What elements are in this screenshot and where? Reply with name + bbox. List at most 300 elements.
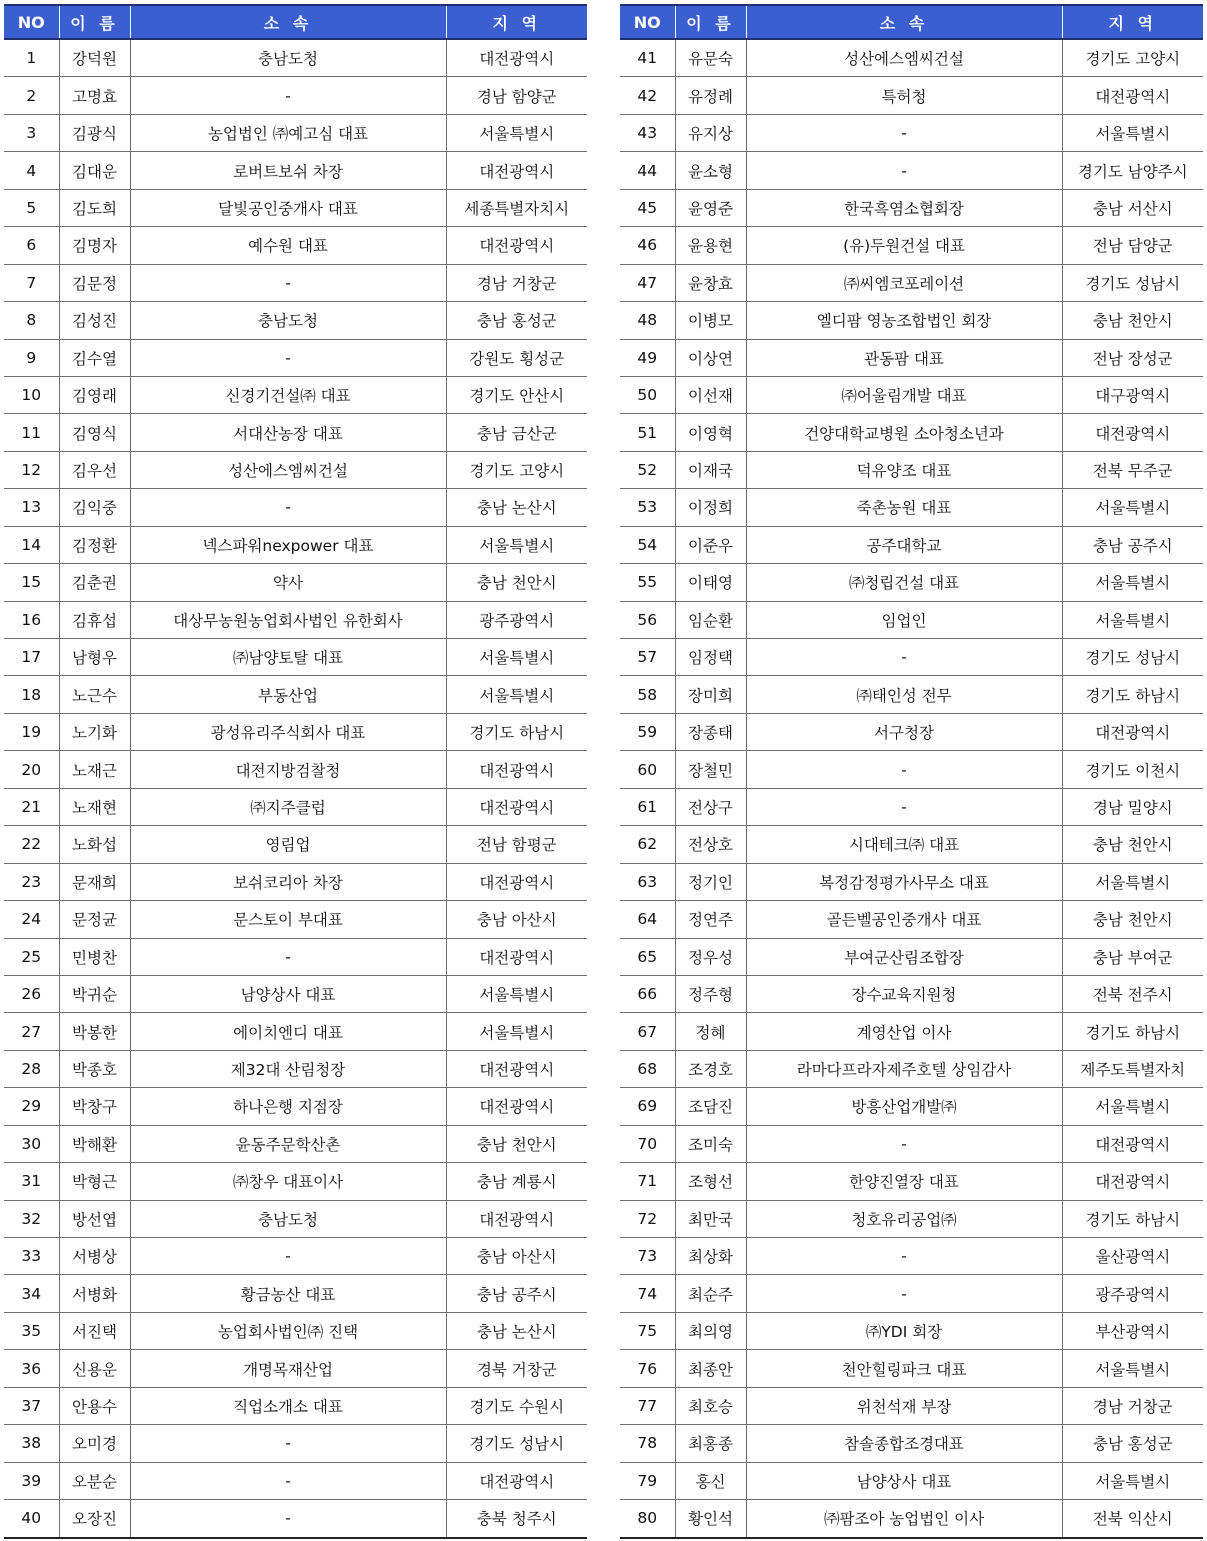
table-row [620,114,1203,151]
member-no: 47 [620,264,675,301]
member-no: 48 [620,302,675,339]
member-no: 26 [4,975,59,1012]
member-no: 27 [4,1013,59,1050]
table-row [4,1500,587,1538]
member-name: 조미숙 [675,1125,746,1162]
table-row [4,1125,587,1162]
member-name: 윤창효 [675,264,746,301]
member-name: 조형선 [675,1163,746,1200]
member-affiliation: 로버트보쉬 차장 [130,152,446,189]
member-name: 홍신 [675,1462,746,1499]
member-affiliation: - [746,114,1062,151]
member-name: 서병화 [59,1275,130,1312]
header-affiliation: 소 속 [746,5,1062,39]
member-name: 노재현 [59,788,130,825]
table-row [4,639,587,676]
member-name: 오장진 [59,1500,130,1538]
member-name: 유정례 [675,77,746,114]
member-no: 62 [620,826,675,863]
member-region: 강원도 횡성군 [446,339,587,376]
member-no: 57 [620,639,675,676]
member-name: 윤소형 [675,152,746,189]
member-name: 안용수 [59,1387,130,1424]
member-affiliation: 성산에스엠씨건설 [130,451,446,488]
header-region: 지 역 [446,5,587,39]
member-region: 경기도 남양주시 [1062,152,1203,189]
table-row [620,1050,1203,1087]
member-name: 이선재 [675,376,746,413]
member-affiliation: - [746,1125,1062,1162]
member-affiliation: ㈜팜조아 농업법인 이사 [746,1500,1062,1538]
table-row [620,975,1203,1012]
table-row [620,302,1203,339]
member-no: 56 [620,601,675,638]
member-name: 최상화 [675,1238,746,1275]
member-region: 서울특별시 [446,1013,587,1050]
member-no: 80 [620,1500,675,1538]
member-no: 70 [620,1125,675,1162]
member-affiliation: 한국흑염소협회장 [746,189,1062,226]
member-affiliation: ㈜청립건설 대표 [746,564,1062,601]
table-row [4,39,587,77]
member-region: 경기도 성남시 [1062,639,1203,676]
member-name: 민병찬 [59,938,130,975]
member-no: 12 [4,451,59,488]
member-no: 77 [620,1387,675,1424]
member-name: 남형우 [59,639,130,676]
member-affiliation: 영림업 [130,826,446,863]
member-no: 59 [620,713,675,750]
table-row [4,152,587,189]
member-rows-left [4,39,587,1538]
table-row [4,451,587,488]
member-no: 13 [4,489,59,526]
member-affiliation: - [746,751,1062,788]
table-row [4,526,587,563]
member-region: 경남 거창군 [1062,1387,1203,1424]
member-no: 18 [4,676,59,713]
member-name: 임정택 [675,639,746,676]
table-row [4,339,587,376]
member-name: 김광식 [59,114,130,151]
member-no: 11 [4,414,59,451]
table-row [4,975,587,1012]
member-no: 20 [4,751,59,788]
member-no: 72 [620,1200,675,1237]
member-name: 최의영 [675,1312,746,1349]
member-no: 9 [4,339,59,376]
member-region: 충남 천안시 [1062,302,1203,339]
member-no: 8 [4,302,59,339]
member-affiliation: 위천석재 부장 [746,1387,1062,1424]
table-row [620,1013,1203,1050]
member-affiliation: 장수교육지원청 [746,975,1062,1012]
member-no: 34 [4,1275,59,1312]
member-region: 대전광역시 [1062,414,1203,451]
table-row [4,1387,587,1424]
member-affiliation: 골든벨공인중개사 대표 [746,901,1062,938]
member-name: 문재희 [59,863,130,900]
member-affiliation: - [746,788,1062,825]
member-region: 경기도 수원시 [446,1387,587,1424]
member-affiliation: - [130,77,446,114]
table-row [620,1238,1203,1275]
member-name: 노재근 [59,751,130,788]
member-region: 세종특별자치시 [446,189,587,226]
table-row [4,264,587,301]
table-row [620,639,1203,676]
member-affiliation: 건양대학교병원 소아청소년과 [746,414,1062,451]
member-region: 서울특별시 [1062,601,1203,638]
member-no: 52 [620,451,675,488]
member-name: 이정희 [675,489,746,526]
member-no: 10 [4,376,59,413]
member-no: 51 [620,414,675,451]
table-row [4,414,587,451]
member-name: 김영식 [59,414,130,451]
member-affiliation: 시대테크㈜ 대표 [746,826,1062,863]
header-region: 지 역 [1062,5,1203,39]
member-region: 대전광역시 [1062,1163,1203,1200]
member-name: 문정균 [59,901,130,938]
member-affiliation: ㈜YDI 회장 [746,1312,1062,1349]
member-affiliation: 공주대학교 [746,526,1062,563]
member-name: 이재국 [675,451,746,488]
table-row [620,938,1203,975]
member-no: 78 [620,1425,675,1462]
member-affiliation: 문스토이 부대표 [130,901,446,938]
member-affiliation: 신경기건설㈜ 대표 [130,376,446,413]
member-no: 55 [620,564,675,601]
member-no: 64 [620,901,675,938]
member-no: 28 [4,1050,59,1087]
member-affiliation: 달빛공인중개사 대표 [130,189,446,226]
member-region: 전북 전주시 [1062,975,1203,1012]
member-name: 조담진 [675,1088,746,1125]
member-region: 대구광역시 [1062,376,1203,413]
table-row [4,302,587,339]
member-name: 이준우 [675,526,746,563]
table-row [4,1200,587,1237]
member-region: 충남 논산시 [446,489,587,526]
table-row [4,1088,587,1125]
member-no: 33 [4,1238,59,1275]
member-no: 60 [620,751,675,788]
table-row [620,339,1203,376]
member-name: 강덕원 [59,39,130,77]
member-affiliation: 대전지방검찰청 [130,751,446,788]
member-affiliation: 하나은행 지점장 [130,1088,446,1125]
member-affiliation: 부동산업 [130,676,446,713]
member-affiliation: ㈜남양토탈 대표 [130,639,446,676]
member-no: 53 [620,489,675,526]
member-no: 35 [4,1312,59,1349]
table-row [4,1425,587,1462]
member-region: 서울특별시 [1062,564,1203,601]
member-region: 울산광역시 [1062,1238,1203,1275]
member-no: 68 [620,1050,675,1087]
table-row [620,152,1203,189]
member-affiliation: 계영산업 이사 [746,1013,1062,1050]
table-row [620,863,1203,900]
member-no: 5 [4,189,59,226]
member-name: 김수열 [59,339,130,376]
member-name: 노근수 [59,676,130,713]
member-no: 24 [4,901,59,938]
table-row [620,713,1203,750]
table-row [4,376,587,413]
member-name: 유문숙 [675,39,746,77]
member-region: 대전광역시 [446,39,587,77]
member-no: 21 [4,788,59,825]
member-region: 서울특별시 [446,526,587,563]
member-no: 54 [620,526,675,563]
member-no: 74 [620,1275,675,1312]
member-affiliation: 엘디팜 영농조합법인 회장 [746,302,1062,339]
member-affiliation: 남양상사 대표 [746,1462,1062,1499]
member-region: 대전광역시 [446,1200,587,1237]
member-region: 서울특별시 [446,114,587,151]
member-no: 4 [4,152,59,189]
member-name: 방선엽 [59,1200,130,1237]
member-no: 45 [620,189,675,226]
member-region: 충남 천안시 [446,1125,587,1162]
member-no: 3 [4,114,59,151]
member-region: 경기도 고양시 [446,451,587,488]
member-name: 정혜 [675,1013,746,1050]
member-affiliation: 대상무농원농업회사법인 유한회사 [130,601,446,638]
member-region: 충남 서산시 [1062,189,1203,226]
table-row [620,451,1203,488]
member-no: 71 [620,1163,675,1200]
member-name: 정연주 [675,901,746,938]
table-row [620,676,1203,713]
member-affiliation: 죽촌농원 대표 [746,489,1062,526]
member-name: 윤용현 [675,227,746,264]
member-region: 경북 거창군 [446,1350,587,1387]
member-region: 부산광역시 [1062,1312,1203,1349]
member-name: 정우성 [675,938,746,975]
member-no: 73 [620,1238,675,1275]
member-region: 경남 밀양시 [1062,788,1203,825]
member-table-right [620,4,1203,1539]
member-region: 대전광역시 [446,788,587,825]
member-no: 65 [620,938,675,975]
member-region: 서울특별시 [446,676,587,713]
member-no: 17 [4,639,59,676]
member-region: 경기도 안산시 [446,376,587,413]
member-no: 19 [4,713,59,750]
header-row [620,5,1203,39]
table-row [620,901,1203,938]
member-name: 오미경 [59,1425,130,1462]
member-no: 41 [620,39,675,77]
member-affiliation: - [130,1238,446,1275]
member-no: 37 [4,1387,59,1424]
table-row [620,414,1203,451]
member-region: 대전광역시 [446,1050,587,1087]
member-name: 임순환 [675,601,746,638]
member-no: 76 [620,1350,675,1387]
member-affiliation: - [130,339,446,376]
member-name: 박창구 [59,1088,130,1125]
member-name: 김익중 [59,489,130,526]
member-no: 49 [620,339,675,376]
header-no: NO [620,5,675,39]
table-row [4,1275,587,1312]
table-row [4,826,587,863]
member-affiliation: 직업소개소 대표 [130,1387,446,1424]
member-affiliation: - [130,1500,446,1538]
header-row [4,5,587,39]
member-name: 장미희 [675,676,746,713]
table-row [4,1013,587,1050]
table-row [4,189,587,226]
member-no: 50 [620,376,675,413]
table-row [620,77,1203,114]
member-region: 서울특별시 [1062,863,1203,900]
table-row [620,1500,1203,1538]
member-affiliation: ㈜지주클럽 [130,788,446,825]
member-region: 대전광역시 [1062,713,1203,750]
member-no: 39 [4,1462,59,1499]
member-region: 대전광역시 [446,1088,587,1125]
member-affiliation: 황금농산 대표 [130,1275,446,1312]
table-row [620,1088,1203,1125]
member-region: 대전광역시 [446,152,587,189]
member-region: 충남 홍성군 [1062,1425,1203,1462]
member-affiliation: 충남도청 [130,39,446,77]
member-name: 박종호 [59,1050,130,1087]
member-name: 박형근 [59,1163,130,1200]
member-no: 31 [4,1163,59,1200]
member-region: 경기도 성남시 [446,1425,587,1462]
member-region: 충남 계룡시 [446,1163,587,1200]
member-affiliation: 넥스파워nexpower 대표 [130,526,446,563]
member-name: 박봉한 [59,1013,130,1050]
member-affiliation: ㈜어울림개발 대표 [746,376,1062,413]
member-no: 69 [620,1088,675,1125]
member-region: 전남 장성군 [1062,339,1203,376]
member-name: 장종태 [675,713,746,750]
member-no: 43 [620,114,675,151]
table-row [620,264,1203,301]
table-row [4,227,587,264]
member-name: 전상호 [675,826,746,863]
member-name: 노화섭 [59,826,130,863]
member-affiliation: - [130,1462,446,1499]
member-no: 46 [620,227,675,264]
member-name: 정주형 [675,975,746,1012]
table-row [620,1312,1203,1349]
table-row [4,1350,587,1387]
table-row [620,1387,1203,1424]
member-name: 김휴섭 [59,601,130,638]
member-affiliation: 덕유양조 대표 [746,451,1062,488]
member-no: 79 [620,1462,675,1499]
member-region: 대전광역시 [446,938,587,975]
table-row [4,1462,587,1499]
member-name: 김춘권 [59,564,130,601]
member-no: 6 [4,227,59,264]
member-region: 경기도 하남시 [1062,676,1203,713]
member-no: 14 [4,526,59,563]
member-name: 장철민 [675,751,746,788]
table-row [620,489,1203,526]
member-no: 63 [620,863,675,900]
table-row [4,713,587,750]
member-affiliation: 보쉬코리아 차장 [130,863,446,900]
table-row [4,938,587,975]
member-no: 22 [4,826,59,863]
member-affiliation: (유)두원건설 대표 [746,227,1062,264]
member-affiliation: 라마다프라자제주호텔 상임감사 [746,1050,1062,1087]
member-affiliation: 농업회사법인㈜ 진택 [130,1312,446,1349]
member-no: 1 [4,39,59,77]
member-region: 대전광역시 [446,751,587,788]
member-affiliation: 임업인 [746,601,1062,638]
member-no: 75 [620,1312,675,1349]
table-row [4,77,587,114]
member-no: 30 [4,1125,59,1162]
header-name: 이 름 [675,5,746,39]
member-affiliation: - [130,264,446,301]
member-name: 김영래 [59,376,130,413]
member-region: 충남 부여군 [1062,938,1203,975]
member-name: 서진택 [59,1312,130,1349]
member-affiliation: - [746,639,1062,676]
member-name: 이병모 [675,302,746,339]
member-no: 32 [4,1200,59,1237]
table-row [620,826,1203,863]
member-no: 15 [4,564,59,601]
table-row [4,901,587,938]
member-affiliation: 충남도청 [130,1200,446,1237]
member-region: 충북 청주시 [446,1500,587,1538]
member-affiliation: 방흥산업개발㈜ [746,1088,1062,1125]
member-region: 충남 천안시 [1062,901,1203,938]
table-row [4,601,587,638]
member-affiliation: 농업법인 ㈜예고심 대표 [130,114,446,151]
member-region: 경남 거창군 [446,264,587,301]
member-region: 전남 담양군 [1062,227,1203,264]
table-row [620,601,1203,638]
member-region: 서울특별시 [446,639,587,676]
member-name: 김도희 [59,189,130,226]
member-no: 2 [4,77,59,114]
table-row [4,1312,587,1349]
member-region: 경기도 이천시 [1062,751,1203,788]
member-region: 충남 천안시 [1062,826,1203,863]
member-name: 윤영준 [675,189,746,226]
member-affiliation: - [130,938,446,975]
member-name: 전상구 [675,788,746,825]
member-name: 박해환 [59,1125,130,1162]
member-region: 서울특별시 [446,975,587,1012]
table-row [620,39,1203,77]
member-affiliation: - [746,152,1062,189]
member-region: 서울특별시 [1062,1088,1203,1125]
member-name: 최만국 [675,1200,746,1237]
member-region: 대전광역시 [446,227,587,264]
member-no: 66 [620,975,675,1012]
member-name: 최종안 [675,1350,746,1387]
member-no: 29 [4,1088,59,1125]
table-row [620,376,1203,413]
member-region: 경남 함양군 [446,77,587,114]
member-region: 충남 아산시 [446,1238,587,1275]
header-affiliation: 소 속 [130,5,446,39]
